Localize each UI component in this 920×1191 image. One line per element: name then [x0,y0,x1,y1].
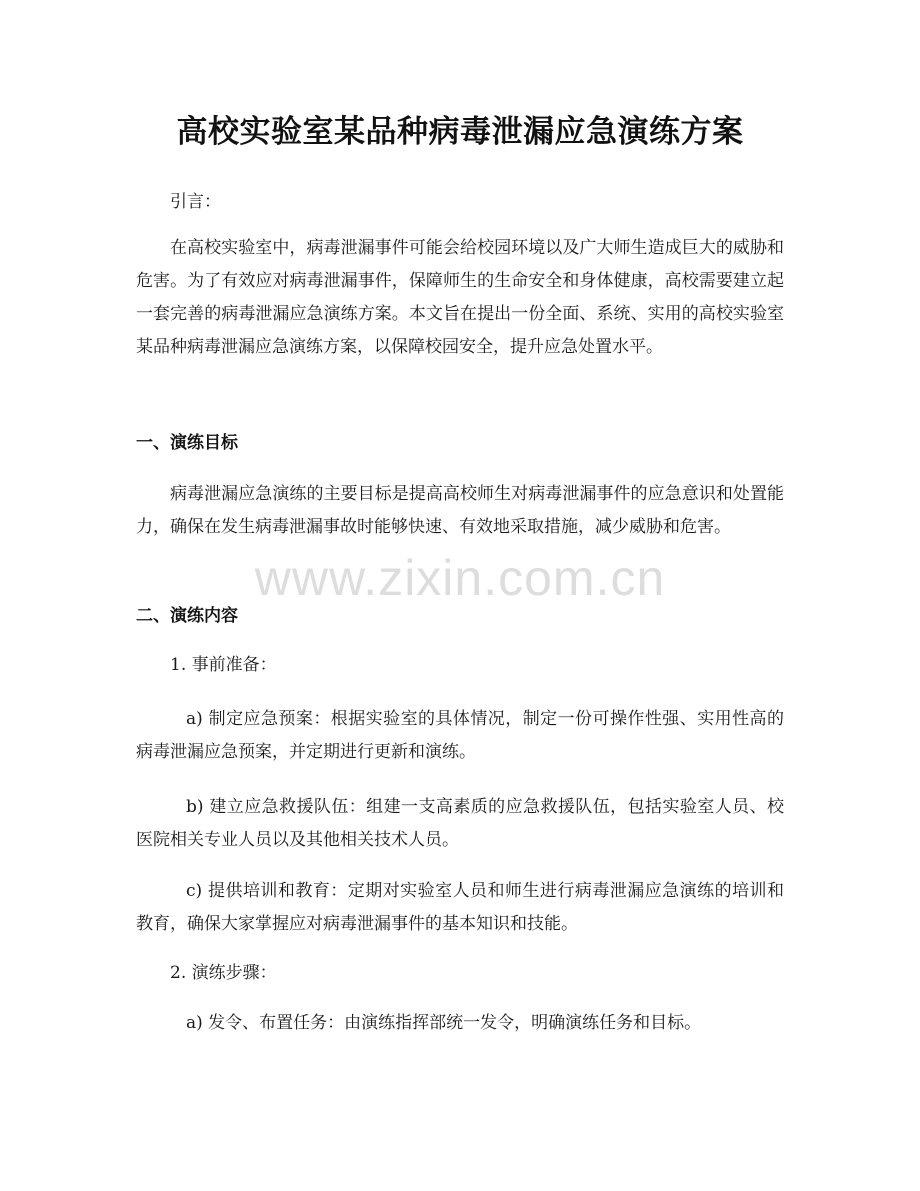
goals-paragraph: 病毒泄漏应急演练的主要目标是提高高校师生对病毒泄漏事件的应急意识和处置能力，确保在发生病毒泄漏事故时能够快速、有效地采取措施，减少威胁和危害。 [136,484,784,537]
intro-label: 引言： [170,192,221,212]
list-item-drill-steps: 2. 演练步骤： [170,963,277,983]
section-heading-content: 二、演练内容 [136,606,238,626]
intro-paragraph: 在高校实验室中，病毒泄漏事件可能会给校园环境以及广大师生造成巨大的威胁和危害。为了有效应对病毒泄漏事件，保障师生的生命安全和身体健康，高校需要建立起一套完善的病毒泄漏应急演练方案。本文旨在提出一份全面、系统、实用的高校实验室某品种病毒泄漏应急演练方案，以保障校园安全，提升应急处置水平。 [136,238,784,357]
list-item-command: a) 发令、布置任务：由演练指挥部统一发令，明确演练任务和目标。 [186,1013,702,1033]
section-heading-goals: 一、演练目标 [136,433,238,453]
list-item-preparation: 1. 事前准备： [170,655,277,675]
watermark-text: www.zixin.com.cn [254,550,666,606]
list-item-training: c) 提供培训和教育：定期对实验室人员和师生进行病毒泄漏应急演练的培训和教育，确保大家掌握应对病毒泄漏事件的基本知识和技能。 [136,881,784,934]
list-item-emergency-plan: a) 制定应急预案：根据实验室的具体情况，制定一份可操作性强、实用性高的病毒泄漏应急预案，并定期进行更新和演练。 [136,709,784,762]
list-item-rescue-team: b) 建立应急救援队伍：组建一支高素质的应急救援队伍，包括实验室人员、校医院相关专业人员以及其他相关技术人员。 [136,797,784,850]
document-title: 高校实验室某品种病毒泄漏应急演练方案 [176,114,744,150]
